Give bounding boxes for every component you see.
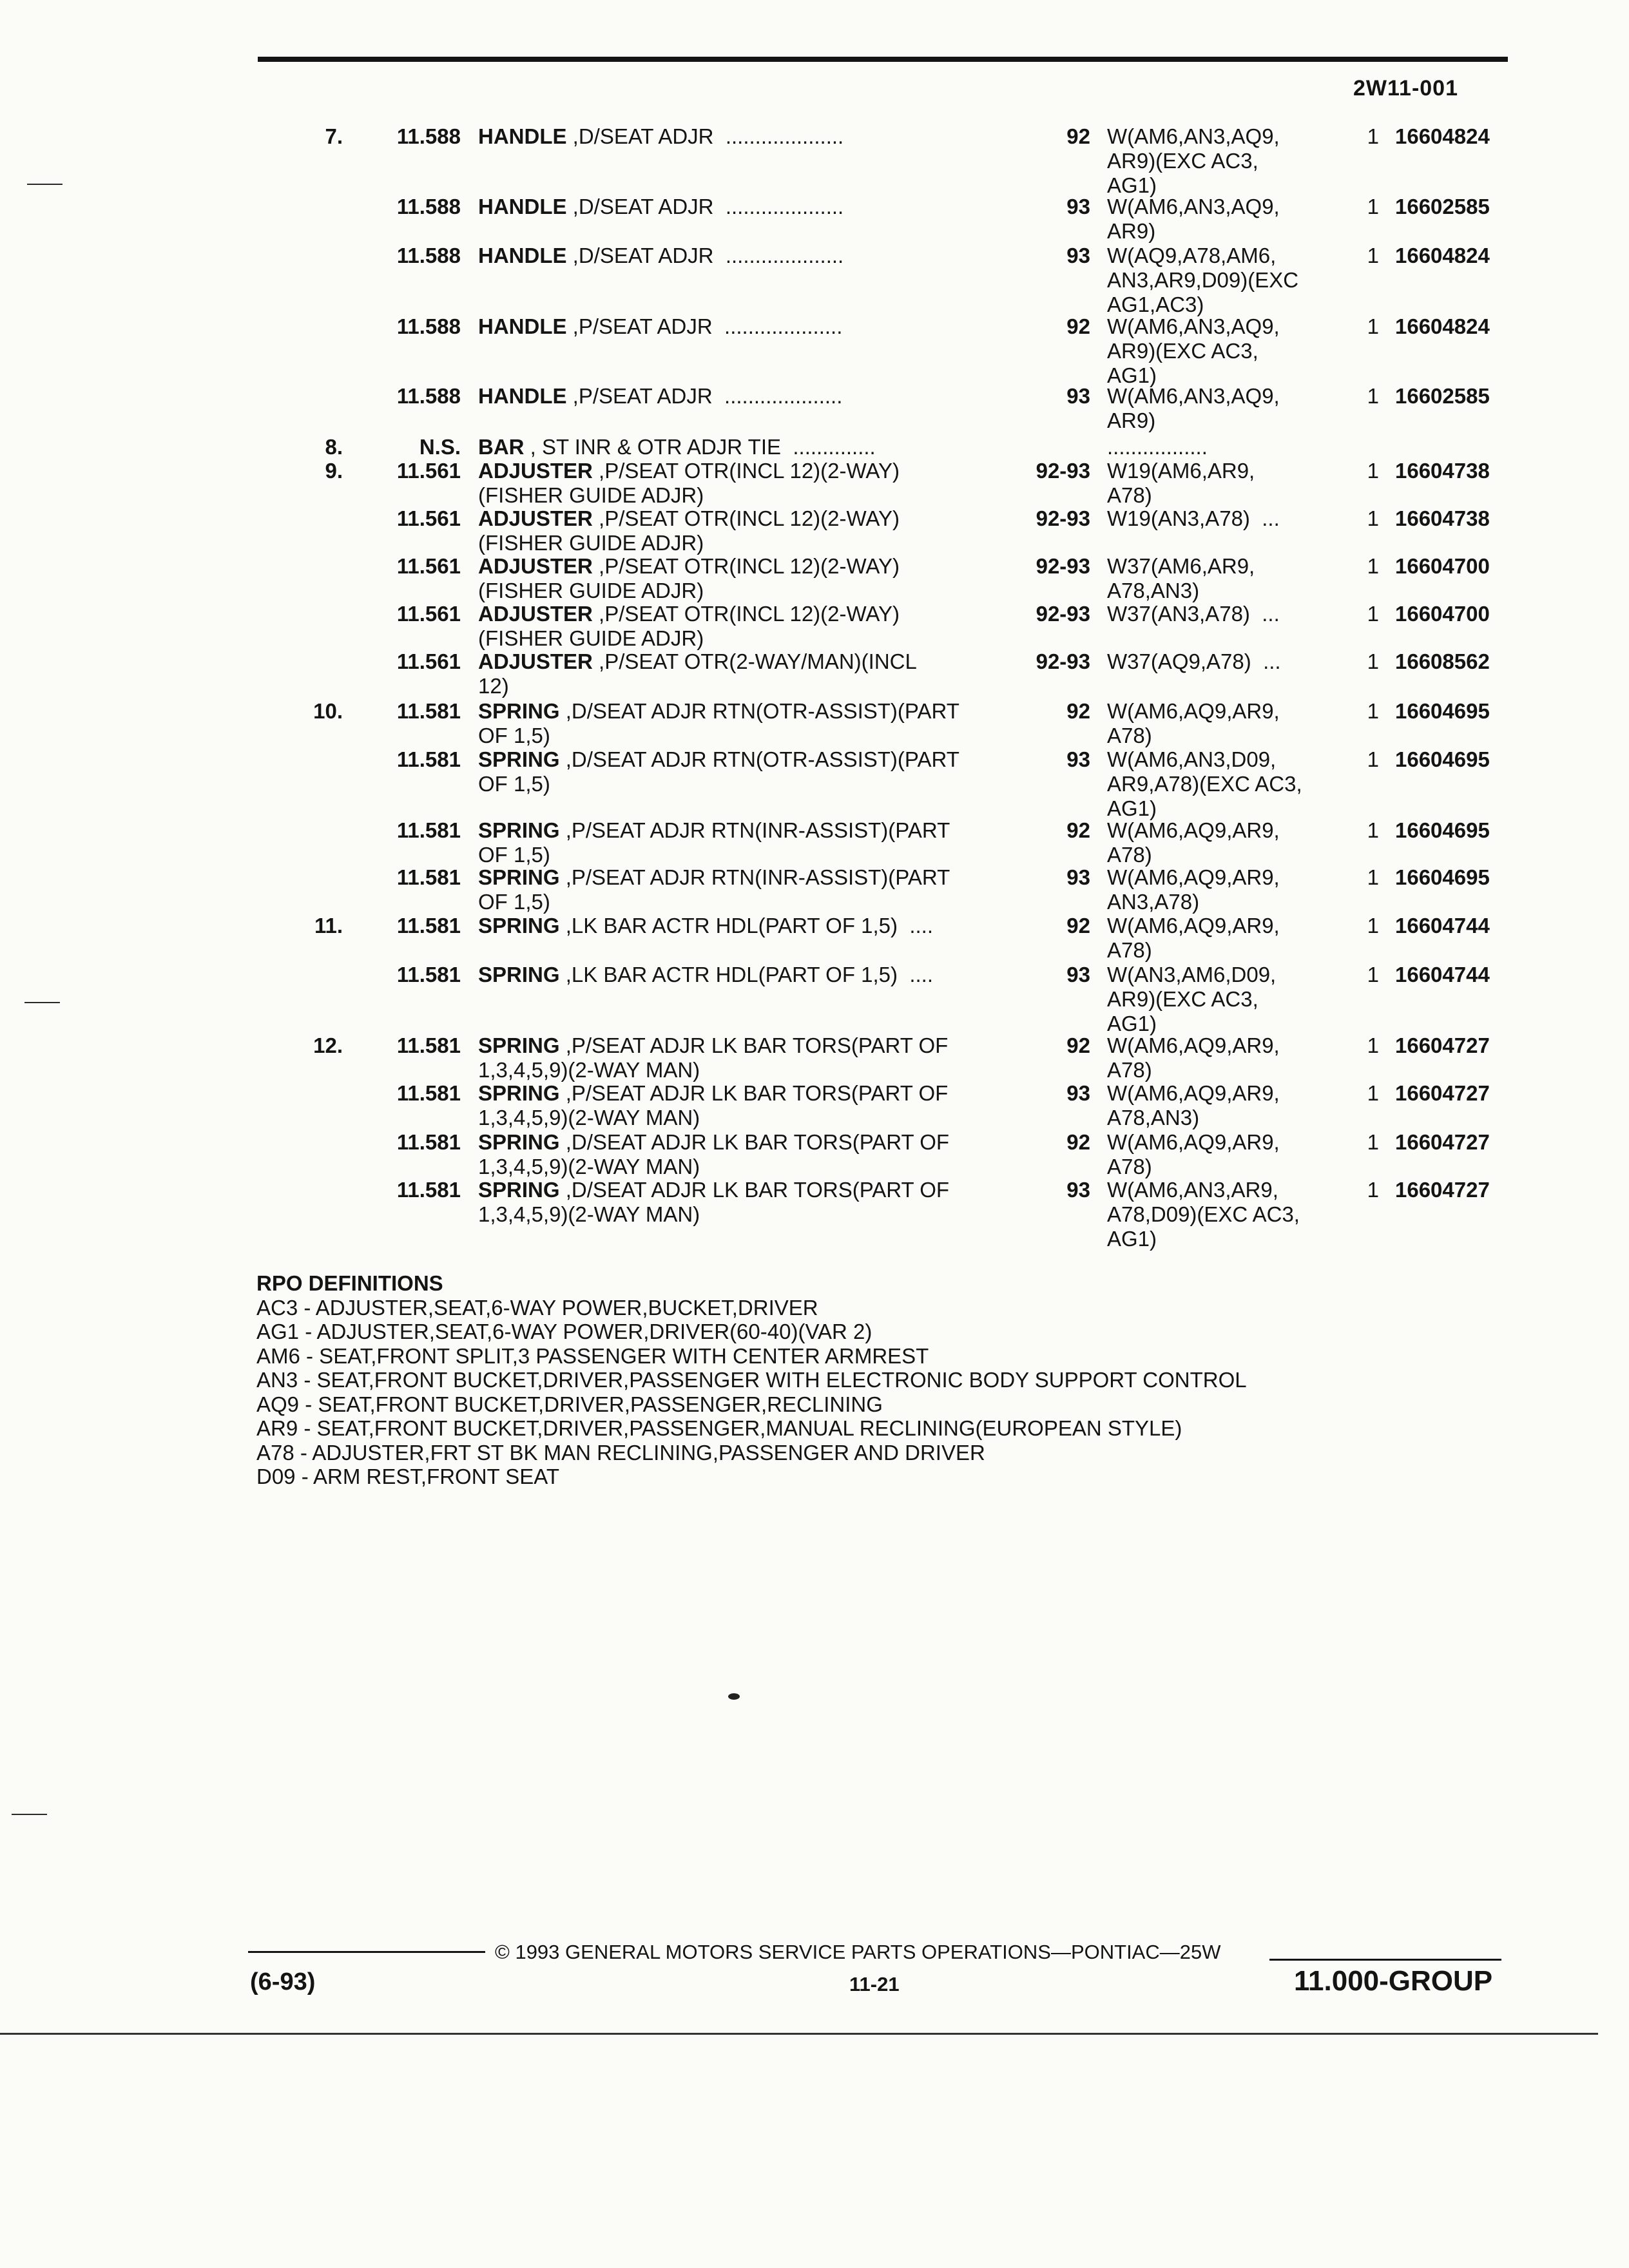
description: SPRING ,P/SEAT ADJR LK BAR TORS(PART OF 1,3,4,5,9)(2-WAY MAN)	[478, 1033, 949, 1082]
rpo-lines	[256, 1296, 1247, 1489]
quantity: 1	[1367, 1081, 1379, 1105]
part-name: SPRING	[478, 1130, 560, 1154]
description: HANDLE ,D/SEAT ADJR ....................	[478, 124, 844, 148]
rpo-definition: AR9 - SEAT,FRONT BUCKET,DRIVER,PASSENGER,MANUAL RECLINING(EUROPEAN STYLE)	[256, 1416, 1182, 1440]
model-year: 92	[1066, 1130, 1090, 1154]
description: ADJUSTER ,P/SEAT OTR(INCL 12)(2-WAY) (FISHER GUIDE ADJR)	[478, 459, 900, 507]
quantity: 1	[1367, 818, 1379, 842]
part-number: 16604695	[1395, 747, 1490, 771]
usage: W19(AM6,AR9, A78)	[1107, 459, 1255, 507]
model-year: 93	[1066, 244, 1090, 267]
item-number: 12.	[313, 1033, 343, 1057]
rpo-definition: AC3 - ADJUSTER,SEAT,6-WAY POWER,BUCKET,DRIVER	[256, 1295, 818, 1320]
usage: W(AM6,AQ9,AR9, AN3,A78)	[1107, 865, 1280, 914]
part-name: SPRING	[478, 1033, 560, 1057]
quantity: 1	[1367, 124, 1379, 148]
group-number: 11.561	[396, 649, 461, 673]
description: HANDLE ,P/SEAT ADJR ....................	[478, 314, 843, 338]
usage: W(AM6,AN3,AQ9, AR9)	[1107, 195, 1280, 243]
part-name: ADJUSTER	[478, 506, 593, 530]
rpo-definition: AM6 - SEAT,FRONT SPLIT,3 PASSENGER WITH CENTER ARMREST	[256, 1343, 929, 1368]
footer-date: (6-93)	[250, 1968, 316, 1995]
rpo-definition: A78 - ADJUSTER,FRT ST BK MAN RECLINING,PASSENGER AND DRIVER	[256, 1440, 985, 1465]
description: SPRING ,D/SEAT ADJR LK BAR TORS(PART OF 1,3,4,5,9)(2-WAY MAN)	[478, 1178, 950, 1226]
part-name: HANDLE	[478, 195, 567, 218]
group-number: 11.588	[396, 195, 461, 218]
top-rule	[258, 57, 1508, 62]
usage: W37(AM6,AR9, A78,AN3)	[1107, 554, 1255, 602]
quantity: 1	[1367, 459, 1379, 483]
model-year: 92	[1066, 699, 1090, 723]
group-number: 11.581	[396, 1178, 461, 1202]
group-number: 11.588	[396, 124, 461, 148]
footer-right-rule	[1269, 1959, 1501, 1961]
group-number: 11.581	[396, 1033, 461, 1057]
model-year: 92-93	[1036, 506, 1090, 530]
model-year: 93	[1066, 1081, 1090, 1105]
part-number: 16604824	[1395, 244, 1490, 267]
part-name: SPRING	[478, 747, 560, 771]
description: SPRING ,D/SEAT ADJR LK BAR TORS(PART OF 1,3,4,5,9)(2-WAY MAN)	[478, 1130, 950, 1178]
part-number: 16604727	[1395, 1130, 1490, 1154]
part-name: HANDLE	[478, 244, 567, 267]
part-number: 16604695	[1395, 699, 1490, 723]
group-number: 11.581	[396, 1130, 461, 1154]
part-number: 16602585	[1395, 384, 1490, 408]
item-number: 7.	[325, 124, 343, 148]
quantity: 1	[1367, 384, 1379, 408]
group-number: 11.581	[396, 865, 461, 889]
scan-mark	[728, 1693, 740, 1700]
item-number: 11.	[314, 914, 343, 937]
group-number: 11.581	[396, 747, 461, 771]
description: HANDLE ,P/SEAT ADJR ....................	[478, 384, 843, 408]
rpo-definition: AN3 - SEAT,FRONT BUCKET,DRIVER,PASSENGER WITH ELECTRONIC BODY SUPPORT CONTROL	[256, 1368, 1247, 1392]
copyright-text: © 1993 GENERAL MOTORS SERVICE PARTS OPERATIONS—PONTIAC—25W	[495, 1941, 1221, 1963]
group-number: 11.581	[396, 963, 461, 986]
part-number: 16604700	[1395, 554, 1490, 578]
group-number: 11.581	[396, 699, 461, 723]
group-number: 11.581	[396, 1081, 461, 1105]
part-number: 16604727	[1395, 1033, 1490, 1057]
usage: W37(AQ9,A78) ...	[1107, 649, 1281, 673]
part-name: HANDLE	[478, 314, 567, 338]
usage: W(AQ9,A78,AM6, AN3,AR9,D09)(EXC AG1,AC3)	[1107, 244, 1299, 316]
part-name: ADJUSTER	[478, 602, 593, 626]
group-number: 11.561	[396, 602, 461, 626]
description: SPRING ,D/SEAT ADJR RTN(OTR-ASSIST)(PART OF 1,5)	[478, 699, 959, 747]
usage: W(AM6,AQ9,AR9, A78,AN3)	[1107, 1081, 1280, 1129]
part-number: 16608562	[1395, 649, 1490, 673]
quantity: 1	[1367, 963, 1379, 986]
quantity: 1	[1367, 602, 1379, 626]
part-name: HANDLE	[478, 384, 567, 408]
rpo-title: RPO DEFINITIONS	[256, 1271, 443, 1295]
usage: W(AM6,AQ9,AR9, A78)	[1107, 699, 1280, 747]
quantity: 1	[1367, 1130, 1379, 1154]
usage: W(AM6,AN3,AQ9, AR9)(EXC AC3, AG1)	[1107, 124, 1280, 197]
quantity: 1	[1367, 244, 1379, 267]
model-year: 92-93	[1036, 554, 1090, 578]
description: SPRING ,P/SEAT ADJR RTN(INR-ASSIST)(PART OF 1,5)	[478, 818, 950, 867]
part-number: 16604824	[1395, 314, 1490, 338]
page-code: 2W11-001	[1353, 76, 1458, 101]
item-number: 9.	[325, 459, 343, 483]
quantity: 1	[1367, 195, 1379, 218]
part-name: SPRING	[478, 699, 560, 723]
part-name: SPRING	[478, 1178, 560, 1202]
usage: W(AM6,AN3,AQ9, AR9)(EXC AC3, AG1)	[1107, 314, 1280, 387]
model-year: 93	[1066, 384, 1090, 408]
description: ADJUSTER ,P/SEAT OTR(2-WAY/MAN)(INCL 12)	[478, 649, 917, 698]
usage: W(AM6,AQ9,AR9, A78)	[1107, 818, 1280, 867]
model-year: 92	[1066, 914, 1090, 937]
usage: W(AM6,AQ9,AR9, A78)	[1107, 914, 1280, 962]
description: HANDLE ,D/SEAT ADJR ....................	[478, 195, 844, 218]
part-number: 16604695	[1395, 865, 1490, 889]
part-name: SPRING	[478, 914, 560, 937]
quantity: 1	[1367, 914, 1379, 937]
part-number: 16604744	[1395, 914, 1490, 937]
quantity: 1	[1367, 554, 1379, 578]
usage: W(AN3,AM6,D09, AR9)(EXC AC3, AG1)	[1107, 963, 1277, 1035]
part-name: SPRING	[478, 963, 560, 986]
description: SPRING ,LK BAR ACTR HDL(PART OF 1,5) ....	[478, 963, 934, 986]
part-name: SPRING	[478, 1081, 560, 1105]
group-number: 11.581	[396, 914, 461, 937]
part-name: BAR	[478, 435, 525, 459]
usage: W(AM6,AN3,D09, AR9,A78)(EXC AC3, AG1)	[1107, 747, 1302, 820]
part-number: 16604700	[1395, 602, 1490, 626]
model-year: 93	[1066, 195, 1090, 218]
model-year: 93	[1066, 1178, 1090, 1202]
rpo-definition: AQ9 - SEAT,FRONT BUCKET,DRIVER,PASSENGER,RECLINING	[256, 1392, 883, 1416]
quantity: 1	[1367, 1033, 1379, 1057]
description: SPRING ,P/SEAT ADJR RTN(INR-ASSIST)(PART OF 1,5)	[478, 865, 950, 914]
description: BAR , ST INR & OTR ADJR TIE ..............	[478, 435, 876, 459]
quantity: 1	[1367, 1178, 1379, 1202]
item-number: 10.	[313, 699, 343, 723]
quantity: 1	[1367, 747, 1379, 771]
rpo-definitions	[256, 1271, 1247, 1489]
model-year: 92	[1066, 818, 1090, 842]
part-number: 16604744	[1395, 963, 1490, 986]
quantity: 1	[1367, 649, 1379, 673]
part-name: ADJUSTER	[478, 649, 593, 673]
group-number: 11.561	[396, 459, 461, 483]
description: ADJUSTER ,P/SEAT OTR(INCL 12)(2-WAY) (FISHER GUIDE ADJR)	[478, 602, 900, 650]
model-year: 92	[1066, 314, 1090, 338]
group-number: 11.588	[396, 384, 461, 408]
part-number: 16602585	[1395, 195, 1490, 218]
scan-mark	[24, 1002, 60, 1003]
model-year: 93	[1066, 963, 1090, 986]
quantity: 1	[1367, 865, 1379, 889]
usage: W(AM6,AN3,AQ9, AR9)	[1107, 384, 1280, 432]
scan-mark	[27, 184, 63, 185]
group-number: 11.561	[396, 554, 461, 578]
part-number: 16604727	[1395, 1081, 1490, 1105]
rpo-definition: AG1 - ADJUSTER,SEAT,6-WAY POWER,DRIVER(60-40)(VAR 2)	[256, 1320, 872, 1343]
scan-mark	[12, 1814, 47, 1815]
part-number: 16604738	[1395, 506, 1490, 530]
part-number: 16604824	[1395, 124, 1490, 148]
bottom-rule	[0, 2033, 1598, 2035]
group-number: 11.581	[396, 818, 461, 842]
part-number: 16604727	[1395, 1178, 1490, 1202]
rpo-definition: D09 - ARM REST,FRONT SEAT	[256, 1465, 560, 1488]
description: ADJUSTER ,P/SEAT OTR(INCL 12)(2-WAY) (FISHER GUIDE ADJR)	[478, 506, 900, 555]
quantity: 1	[1367, 314, 1379, 338]
model-year: 92	[1066, 124, 1090, 148]
usage: W37(AN3,A78) ...	[1107, 602, 1280, 626]
description: SPRING ,D/SEAT ADJR RTN(OTR-ASSIST)(PART OF 1,5)	[478, 747, 959, 796]
model-year: 93	[1066, 747, 1090, 771]
model-year: 93	[1066, 865, 1090, 889]
part-number: 16604738	[1395, 459, 1490, 483]
part-name: ADJUSTER	[478, 554, 593, 578]
group-number: 11.588	[396, 314, 461, 338]
item-number: 8.	[325, 435, 343, 459]
description: SPRING ,LK BAR ACTR HDL(PART OF 1,5) ....	[478, 914, 934, 937]
part-name: SPRING	[478, 865, 560, 889]
group-title: 11.000-GROUP	[1294, 1965, 1493, 1997]
usage: W(AM6,AQ9,AR9, A78)	[1107, 1130, 1280, 1178]
footer-left-rule	[248, 1951, 485, 1953]
group-number: 11.588	[396, 244, 461, 267]
model-year: 92-93	[1036, 602, 1090, 626]
part-number: 16604695	[1395, 818, 1490, 842]
part-name: ADJUSTER	[478, 459, 593, 483]
description: ADJUSTER ,P/SEAT OTR(INCL 12)(2-WAY) (FISHER GUIDE ADJR)	[478, 554, 900, 602]
quantity: 1	[1367, 506, 1379, 530]
usage: W19(AN3,A78) ...	[1107, 506, 1280, 530]
quantity: 1	[1367, 699, 1379, 723]
usage: W(AM6,AQ9,AR9, A78)	[1107, 1033, 1280, 1082]
usage: W(AM6,AN3,AR9, A78,D09)(EXC AC3, AG1)	[1107, 1178, 1300, 1251]
page-number: 11-21	[849, 1973, 900, 1995]
usage: .................	[1107, 435, 1208, 459]
description: HANDLE ,D/SEAT ADJR ....................	[478, 244, 844, 267]
model-year: 92	[1066, 1033, 1090, 1057]
part-name: SPRING	[478, 818, 560, 842]
model-year: 92-93	[1036, 649, 1090, 673]
group-number: N.S.	[419, 435, 461, 459]
part-name: HANDLE	[478, 124, 567, 148]
model-year: 92-93	[1036, 459, 1090, 483]
group-number: 11.561	[396, 506, 461, 530]
description: SPRING ,P/SEAT ADJR LK BAR TORS(PART OF 1,3,4,5,9)(2-WAY MAN)	[478, 1081, 949, 1129]
